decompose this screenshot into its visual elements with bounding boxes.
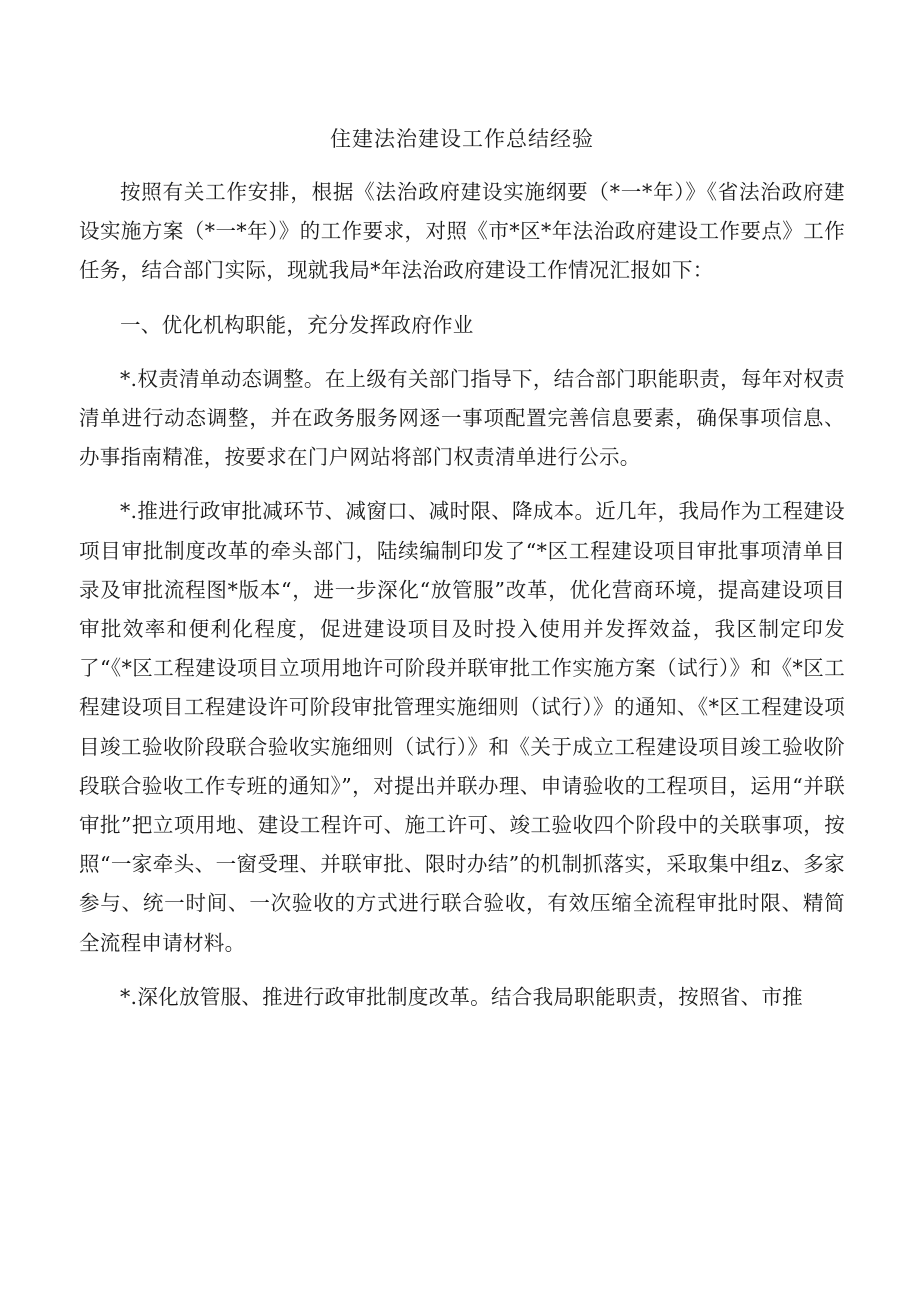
spacer — [79, 160, 845, 173]
document-title: 住建法治建设工作总结经验 — [330, 127, 594, 151]
document-page — [79, 118, 845, 1017]
paragraph-item-3: *.深化放管服、推进行政审批制度改革。结合我局职能职责，按照省、市推 — [120, 984, 803, 1009]
spacer — [79, 345, 845, 360]
spacer — [79, 477, 845, 492]
spacer — [79, 963, 845, 978]
paragraph-item-1: *.权责清单动态调整。在上级有关部门指导下，结合部门职能职责，每年对权责清单进行动态调整，并在政务服务网逐一事项配置完善信息要素，确保事项信息、办事指南精准，按要求在门户网站将部门权责清单进行公示。 — [79, 366, 845, 470]
paragraph-intro: 按照有关工作安排，根据《法治政府建设实施纲要（*一*年）》《省法治政府建设实施方案（*一*年）》的工作要求，对照《市*区*年法治政府建设工作要点》工作任务，结合部门实际，现就我局*年法治政府建设工作情况汇报如下： — [79, 180, 845, 283]
spacer — [79, 291, 845, 306]
section-heading-1: 一、优化机构职能，充分发挥政府作业 — [120, 312, 474, 337]
paragraph-item-2: *.推进行政审批减环节、减窗口、减时限、降成本。近几年，我局作为工程建设项目审批制度改革的牵头部门，陆续编制印发了“*区工程建设项目审批事项清单目录及审批流程图*版本“，进一步深化“放管服”改革，优化营商环境，提高建设项目审批效率和便利化程度，促进建设项目及时投入使用并发挥效益，我区制定印发了“《*区工程建设项目立项用地许可阶段并联审批工作实施方案（试行）》和《*区工程建设项目工程建设许可阶段审批管理实施细则（试行）》的通知、《*区工程建设项目竣工验收阶段联合验收实施细则（试行）》和《关于成立工程建设项目竣工验收阶段联合验收工作专班的通知》”，对提出并联办理、申请验收的工程项目，运用“并联审批”把立项用地、建设工程许可、施工许可、竣工验收四个阶段中的关联事项，按照“一家牵头、一窗受理、并联审批、限时办结”的机制抓落实，采取集中组z、多家参与、统一时间、一次验收的方式进行联合验收，有效压缩全流程审批时限、精简全流程申请材料。 — [79, 499, 845, 955]
